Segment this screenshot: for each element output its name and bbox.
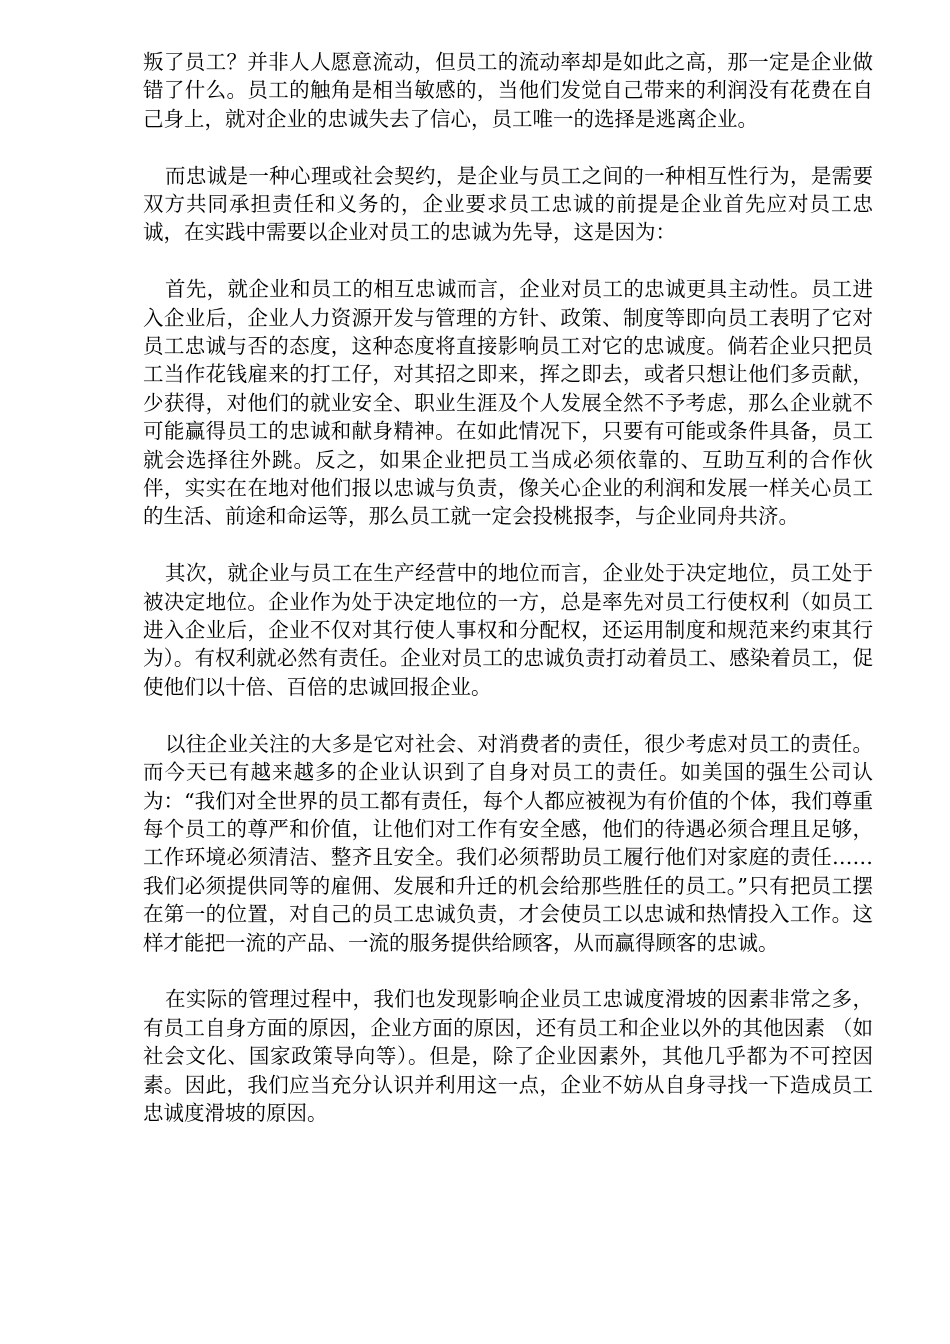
paragraph-management-factors: 在实际的管理过程中，我们也发现影响企业员工忠诚度滑坡的因素非常之多，有员工自身方面的原因，企业方面的原因，还有员工和企业以外的其他因素 （如社会文化、国家政策导向等）。但是，除了企业因素外，其他几乎都为不可控因素。因此，我们应当充分认识并利用这一点，企业不妨从自身寻找一下造成员工忠诚度滑坡的原因。: [143, 987, 873, 1125]
paragraph-first-reason: 首先，就企业和员工的相互忠诚而言，企业对员工的忠诚更具主动性。员工进入企业后，企业人力资源开发与管理的方针、政策、制度等即向员工表明了它对员工忠诚与否的态度，这种态度将直接影响员工对它的忠诚度。倘若企业只把员工当作花钱雇来的打工仔，对其招之即来，挥之即去，或者只想让他们多贡献，少获得，对他们的就业安全、职业生涯及个人发展全然不予考虑，那么企业就不可能赢得员工的忠诚和献身精神。在如此情况下，只要有可能或条件具备，员工就会选择往外跳。反之，如果企业把员工当成必须依靠的、互助互利的合作伙伴，实实在在地对他们报以忠诚与负责，像关心企业的利润和发展一样关心员工的生活、前途和命运等，那么员工就一定会投桃报李，与企业同舟共济。: [143, 277, 873, 529]
paragraph-loyalty-contract: 而忠诚是一种心理或社会契约，是企业与员工之间的一种相互性行为，是需要双方共同承担责任和义务的，企业要求员工忠诚的前提是企业首先应对员工忠诚，在实践中需要以企业对员工的忠诚为先导，这是因为：: [143, 163, 873, 245]
paragraph-responsibility-example: 以往企业关注的大多是它对社会、对消费者的责任，很少考虑对员工的责任。而今天已有越来越多的企业认识到了自身对员工的责任。如美国的强生公司认为：“我们对全世界的员工都有责任，每个人都应被视为有价值的个体，我们尊重每个员工的尊严和价值，让他们对工作有安全感，他们的待遇必须合理且足够，工作环境必须清洁、整齐且安全。我们必须帮助员工履行他们对家庭的责任……我们必须提供同等的雇佣、发展和升迁的机会给那些胜任的员工。”只有把员工摆在第一的位置，对自己的员工忠诚负责，才会使员工以忠诚和热情投入工作。这样才能把一流的产品、一流的服务提供给顾客，从而赢得顾客的忠诚。: [143, 731, 873, 955]
paragraph-continued: 叛了员工？并非人人愿意流动，但员工的流动率却是如此之高，那一定是企业做错了什么。员工的触角是相当敏感的，当他们发觉自己带来的利润没有花费在自己身上，就对企业的忠诚失去了信心，员工唯一的选择是逃离企业。: [143, 50, 873, 131]
document-page: [143, 48, 873, 1156]
paragraph-second-reason: 其次，就企业与员工在生产经营中的地位而言，企业处于决定地位，员工处于被决定地位。企业作为处于决定地位的一方，总是率先对员工行使权利（如员工进入企业后，企业不仅对其行使人事权和分配权，还运用制度和规范来约束其行为）。有权利就必然有责任。企业对员工的忠诚负责打动着员工、感染着员工，促使他们以十倍、百倍的忠诚回报企业。: [143, 561, 873, 699]
